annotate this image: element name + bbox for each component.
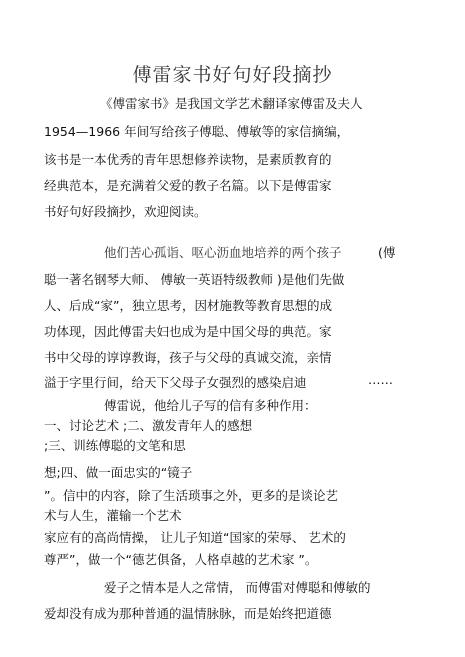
para2-line-3: 人、后成“家”，独立思考，因材施教等教育思想的成 bbox=[44, 298, 332, 313]
para3-line-5: ”。信中的内容，除了生活琐事之外，更多的是谈论艺 bbox=[44, 488, 338, 503]
para2-first-line: 他们苦心孤诣、呕心沥血地培养的两个孩子 bbox=[104, 245, 342, 260]
intro-line-3: 该书是一本优秀的青年思想修养读物，是素质教育的 bbox=[44, 152, 332, 167]
para4-line-2: 爱却没有成为那种普通的温情脉脉，而是始终把道德 bbox=[44, 606, 332, 621]
para2-first-tail: (傅 bbox=[378, 245, 396, 260]
page-title: 傅雷家书好句好段摘抄 bbox=[132, 64, 333, 86]
intro-line-5: 书好句好段摘抄，欢迎阅读。 bbox=[44, 204, 207, 219]
intro-line-1: 《傅雷家书》是我国文学艺术翻译家傅雷及夫人 bbox=[100, 96, 363, 111]
intro-line-2: 1954—1966 年间写给孩子傅聪、傅敏等的家信摘编， bbox=[44, 124, 350, 139]
para2-ellipsis: …… bbox=[368, 372, 393, 387]
para3-line-3: ;三、训练傅聪的文笔和思 bbox=[44, 438, 186, 453]
intro-line-4: 经典范本，是充满着父爱的教子名篇。以下是傅雷家 bbox=[44, 178, 332, 193]
para3-line-1: 傅雷说，他给儿子写的信有多种作用： bbox=[104, 398, 317, 413]
para3-line-7: 家应有的高尚情操， 让儿子知道“国家的荣辱、 艺术的 bbox=[44, 530, 346, 545]
para2-line-2: 聪一著名钢琴大师、 傅敏一英语特级教师 )是他们先做 bbox=[44, 272, 345, 287]
para3-line-2: 一、讨论艺术 ;二、激发青年人的感想 bbox=[44, 418, 253, 433]
para2-line-6: 溢于字里行间，给天下父母子女强烈的感染启迪 bbox=[44, 375, 307, 390]
para3-line-8: 尊严”，做一个“德艺俱备，人格卓越的艺术家 ”。 bbox=[44, 552, 318, 567]
para2-line-5: 书中父母的谆谆教诲，孩子与父母的真诚交流，亲情 bbox=[44, 350, 332, 365]
para3-line-6: 术与人生，灌输一个艺术 bbox=[44, 508, 182, 523]
para4-line-1: 爱子之情本是人之常情， 而傅雷对傅聪和傅敏的 bbox=[104, 580, 371, 595]
para3-line-4: 想;四、做一面忠实的“镜子 bbox=[44, 465, 193, 480]
para2-line-4: 功体现，因此傅雷夫妇也成为是中国父母的典范。家 bbox=[44, 324, 332, 339]
